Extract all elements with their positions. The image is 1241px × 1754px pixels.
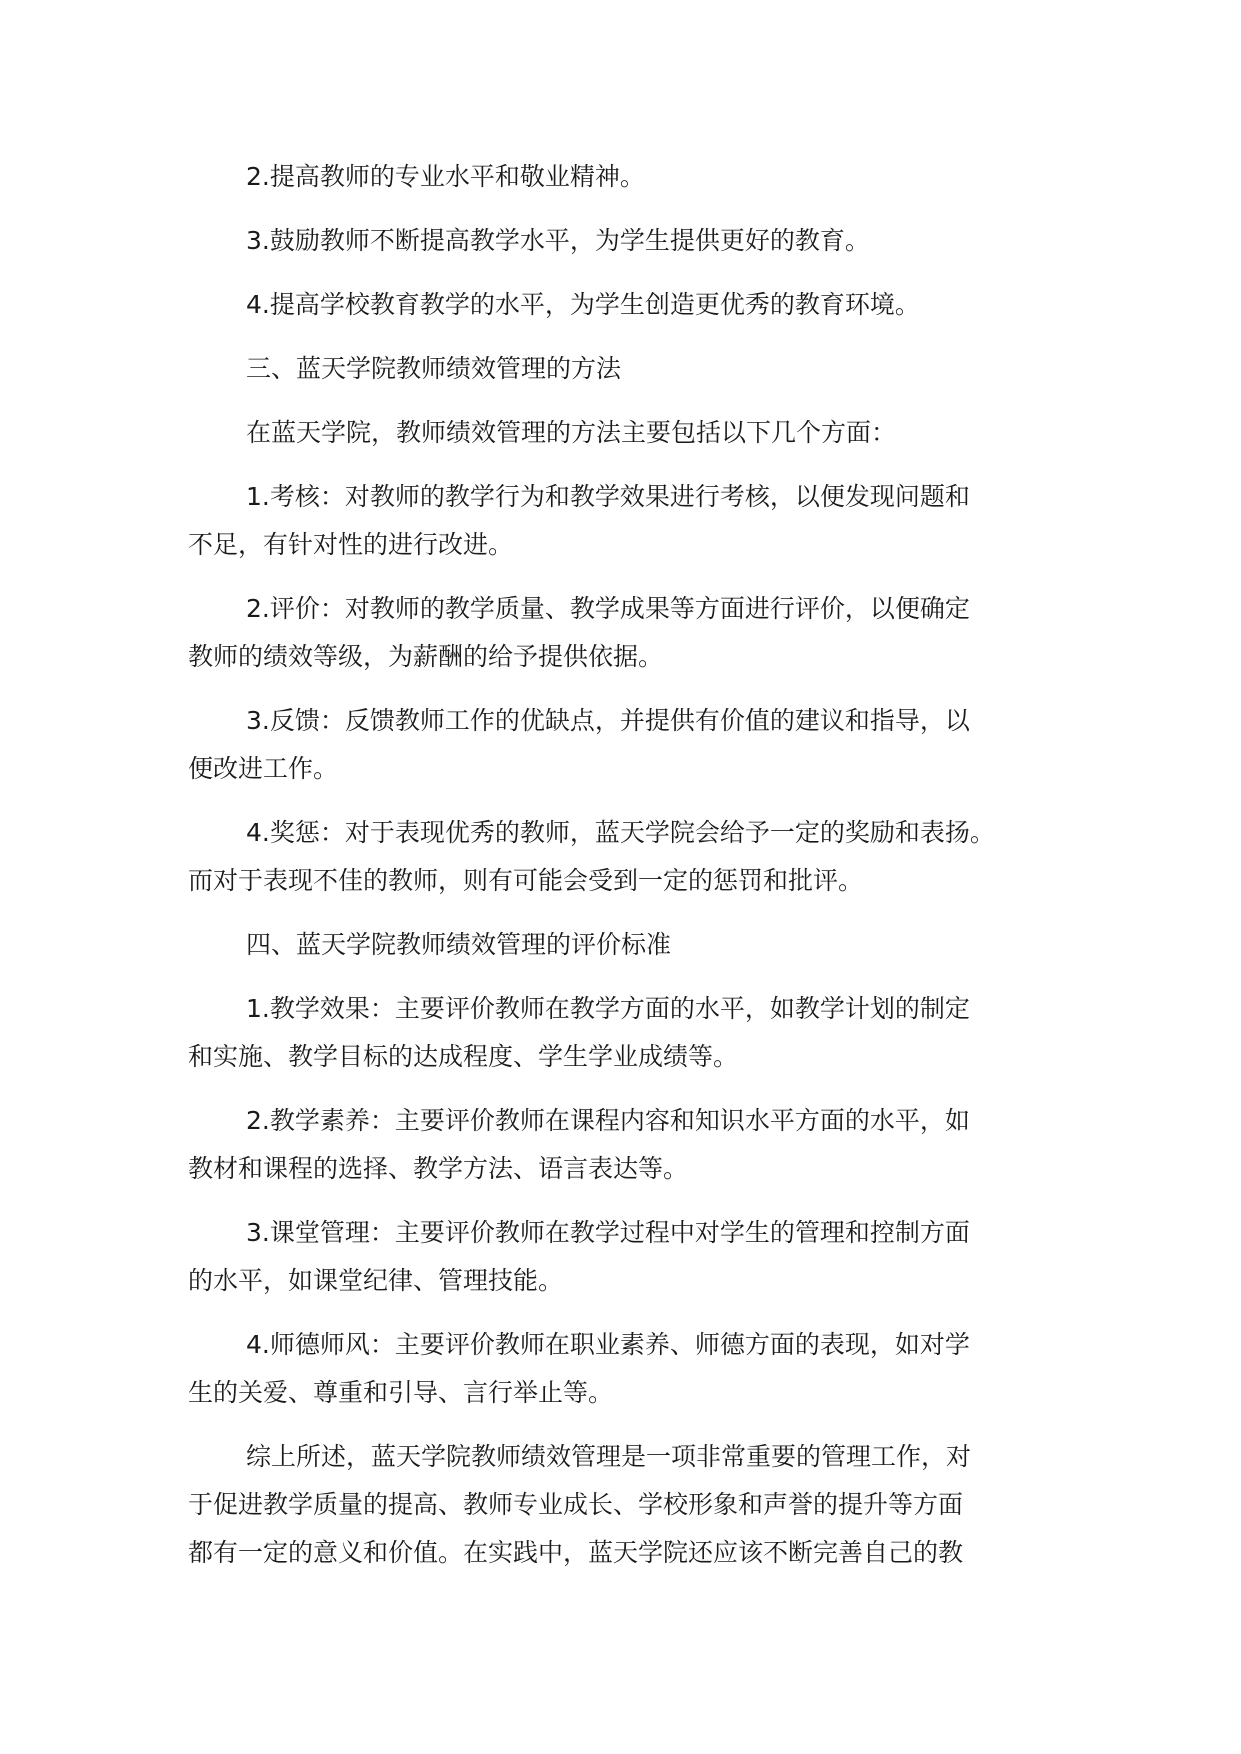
text-line: 3.课堂管理：主要评价教师在教学过程中对学生的管理和控制方面 xyxy=(246,1218,970,1247)
text-line: 4.师德师风：主要评价教师在职业素养、师德方面的表现，如对学 xyxy=(246,1330,970,1359)
text-line: 4.提高学校教育教学的水平，为学生创造更优秀的教育环境。 xyxy=(246,290,920,319)
section-heading-criteria xyxy=(188,921,1033,969)
text-line: 3.反馈：反馈教师工作的优缺点，并提供有价值的建议和指导，以 xyxy=(246,706,970,735)
heading-text: 三、蓝天学院教师绩效管理的方法 xyxy=(246,354,622,383)
text-line: 不足，有针对性的进行改进。 xyxy=(188,530,514,559)
paragraph-criteria-literacy xyxy=(188,1097,1033,1193)
text-line: 在蓝天学院，教师绩效管理的方法主要包括以下几个方面： xyxy=(246,418,897,447)
paragraph-method-feedback xyxy=(188,697,1033,793)
paragraph-criteria-effect xyxy=(188,985,1033,1081)
paragraph-goal-2 xyxy=(188,153,1033,201)
text-line: 2.提高教师的专业水平和敬业精神。 xyxy=(246,162,645,191)
text-line: 教师的绩效等级，为薪酬的给予提供依据。 xyxy=(188,642,664,671)
paragraph-method-reward xyxy=(188,809,1033,905)
text-line: 的水平，如课堂纪律、管理技能。 xyxy=(188,1266,564,1295)
paragraph-methods-intro xyxy=(188,409,1033,457)
paragraph-goal-3 xyxy=(188,217,1033,265)
text-line: 综上所述，蓝天学院教师绩效管理是一项非常重要的管理工作，对 xyxy=(246,1442,972,1471)
text-line: 1.考核：对教师的教学行为和教学效果进行考核，以便发现问题和 xyxy=(246,482,970,511)
text-line: 4.奖惩：对于表现优秀的教师，蓝天学院会给予一定的奖励和表扬。 xyxy=(246,818,995,847)
text-line: 教材和课程的选择、教学方法、语言表达等。 xyxy=(188,1154,689,1183)
paragraph-conclusion xyxy=(188,1433,1033,1577)
paragraph-criteria-ethics xyxy=(188,1321,1033,1417)
text-line: 都有一定的意义和价值。在实践中，蓝天学院还应该不断完善自己的教 xyxy=(188,1538,964,1567)
paragraph-method-assessment xyxy=(188,473,1033,569)
heading-text: 四、蓝天学院教师绩效管理的评价标准 xyxy=(246,930,672,959)
text-line: 和实施、教学目标的达成程度、学生学业成绩等。 xyxy=(188,1042,739,1071)
text-line: 而对于表现不佳的教师，则有可能会受到一定的惩罚和批评。 xyxy=(188,866,864,895)
text-line: 1.教学效果：主要评价教师在教学方面的水平，如教学计划的制定 xyxy=(246,994,970,1023)
text-line: 2.评价：对教师的教学质量、教学成果等方面进行评价，以便确定 xyxy=(246,594,970,623)
text-line: 2.教学素养：主要评价教师在课程内容和知识水平方面的水平，如 xyxy=(246,1106,970,1135)
paragraph-method-evaluation xyxy=(188,585,1033,681)
paragraph-criteria-classroom xyxy=(188,1209,1033,1305)
text-line: 于促进教学质量的提高、教师专业成长、学校形象和声誉的提升等方面 xyxy=(188,1490,964,1519)
text-line: 3.鼓励教师不断提高教学水平，为学生提供更好的教育。 xyxy=(246,226,870,255)
section-heading-methods xyxy=(188,345,1033,393)
paragraph-goal-4 xyxy=(188,281,1033,329)
document-body xyxy=(188,153,1033,1593)
text-line: 便改进工作。 xyxy=(188,754,339,783)
text-line: 生的关爱、尊重和引导、言行举止等。 xyxy=(188,1378,614,1407)
